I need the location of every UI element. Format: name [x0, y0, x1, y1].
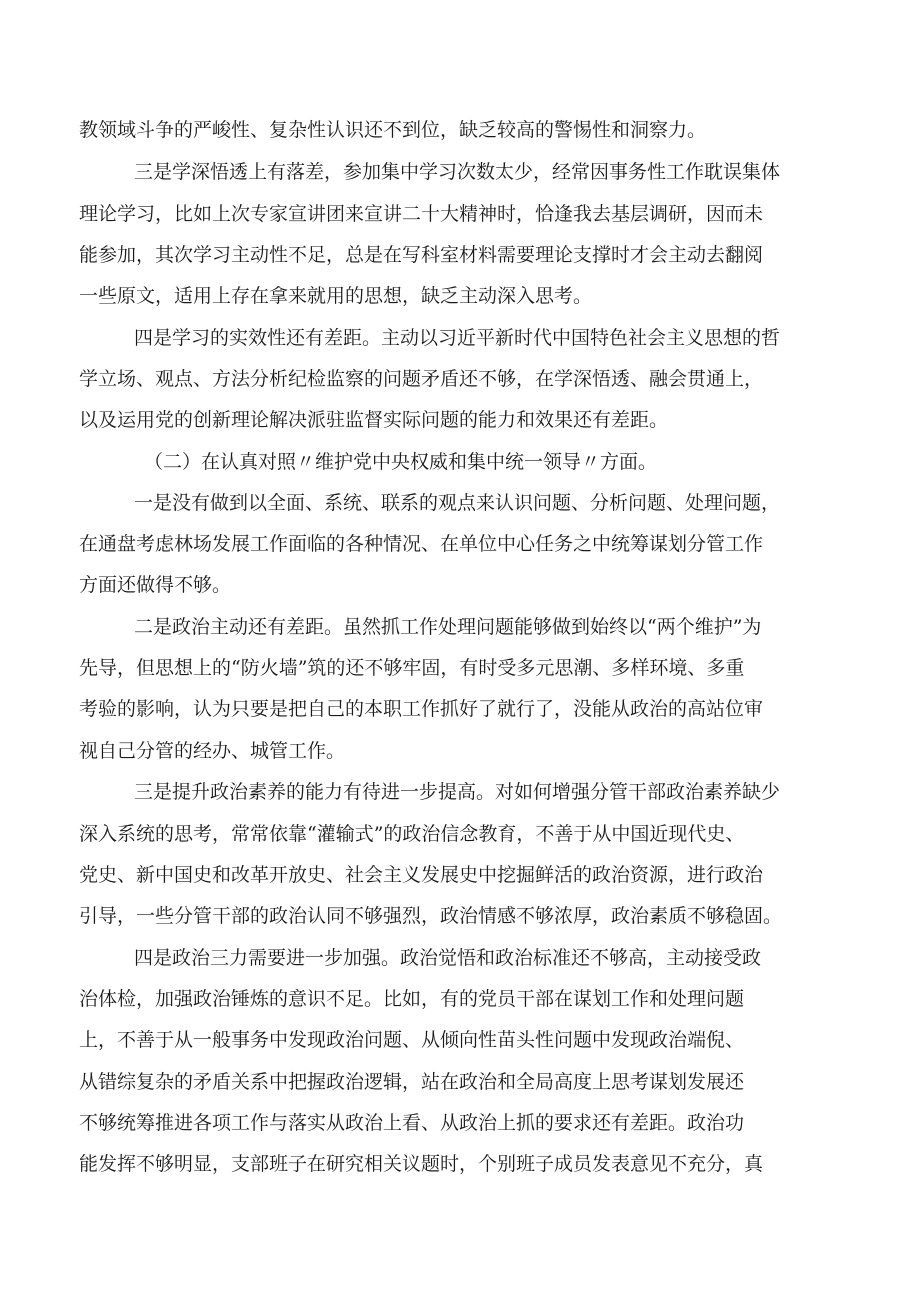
text-line-26: 能发挥不够明显，支部班子在研究相关议题时，个别班子成员发表意见不充分，真: [79, 1153, 764, 1175]
text-line-12: 方面还做得不够。: [79, 574, 232, 596]
text-line-10: 一是没有做到以全面、系统、联系的观点来认识问题、分析问题、处理问题，: [134, 492, 781, 514]
text-line-22: 治体检，加强政治锤炼的意识不足。比如，有的党员干部在谋划工作和处理问题: [79, 988, 745, 1010]
text-line-6: 四是学习的实效性还有差距。主动以习近平新时代中国特色社会主义思想的哲: [134, 327, 781, 349]
text-line-23: 上，不善于从一般事务中发现政治问题、从倾向性苗头性问题中发现政治端倪、: [79, 1029, 745, 1051]
text-line-25: 不够统筹推进各项工作与落实从政治上看、从政治上抓的要求还有差距。政治功: [79, 1112, 745, 1134]
section-heading: （二）在认真对照〃维护党中央权威和集中统一领导〃方面。: [144, 451, 658, 473]
text-line-18: 深入系统的思考，常常依靠“灌输式”的政治信念教育，不善于从中国近现代史、: [79, 823, 745, 845]
text-line-21: 四是政治三力需要进一步加强。政治觉悟和政治标准还不够高，主动接受政: [134, 947, 762, 969]
text-line-16: 视自己分管的经办、城管工作。: [79, 740, 346, 762]
text-line-3: 理论学习，比如上次专家宣讲团来宣讲二十大精神时，恰逢我去基层调研，因而未: [79, 203, 764, 225]
text-line-17: 三是提升政治素养的能力有待进一步提高。对如何增强分管干部政治素养缺少: [134, 781, 781, 803]
text-line-15: 考验的影响，认为只要是把自己的本职工作抓好了就行了，没能从政治的高站位审: [79, 698, 764, 720]
text-line-4: 能参加，其次学习主动性不足，总是在写科室材料需要理论支撑时才会主动去翻阅: [79, 244, 764, 266]
text-line-20: 引导，一些分管干部的政治认同不够强烈，政治情感不够浓厚，政治素质不够稳固。: [79, 905, 783, 927]
text-line-1: 教领域斗争的严峻性、复杂性认识还不到位，缺乏较高的警惕性和洞察力。: [79, 119, 707, 141]
text-line-5: 一些原文，适用上存在拿来就用的思想，缺乏主动深入思考。: [79, 285, 593, 307]
text-line-13: 二是政治主动还有差距。虽然抓工作处理问题能够做到始终以“两个维护”为: [134, 616, 762, 638]
text-line-19: 党史、新中国史和改革开放史、社会主义发展史中挖掘鲜活的政治资源，进行政治: [79, 864, 764, 886]
text-line-2: 三是学深悟透上有落差，参加集中学习次数太少，经常因事务性工作耽误集体: [134, 161, 781, 183]
text-line-11: 在通盘考虑林场发展工作面临的各种情况、在单位中心任务之中统筹谋划分管工作: [79, 533, 764, 555]
text-line-24: 从错综复杂的矛盾关系中把握政治逻辑，站在政治和全局高度上思考谋划发展还: [79, 1071, 745, 1093]
text-line-14: 先导，但思想上的“防火墙”筑的还不够牢固，有时受多元思潮、多样环境、多重: [79, 657, 745, 679]
text-line-8: 以及运用党的创新理论解决派驻监督实际问题的能力和效果还有差距。: [79, 409, 669, 431]
text-line-7: 学立场、观点、方法分析纪检监察的问题矛盾还不够，在学深悟透、融会贯通上，: [79, 368, 764, 390]
